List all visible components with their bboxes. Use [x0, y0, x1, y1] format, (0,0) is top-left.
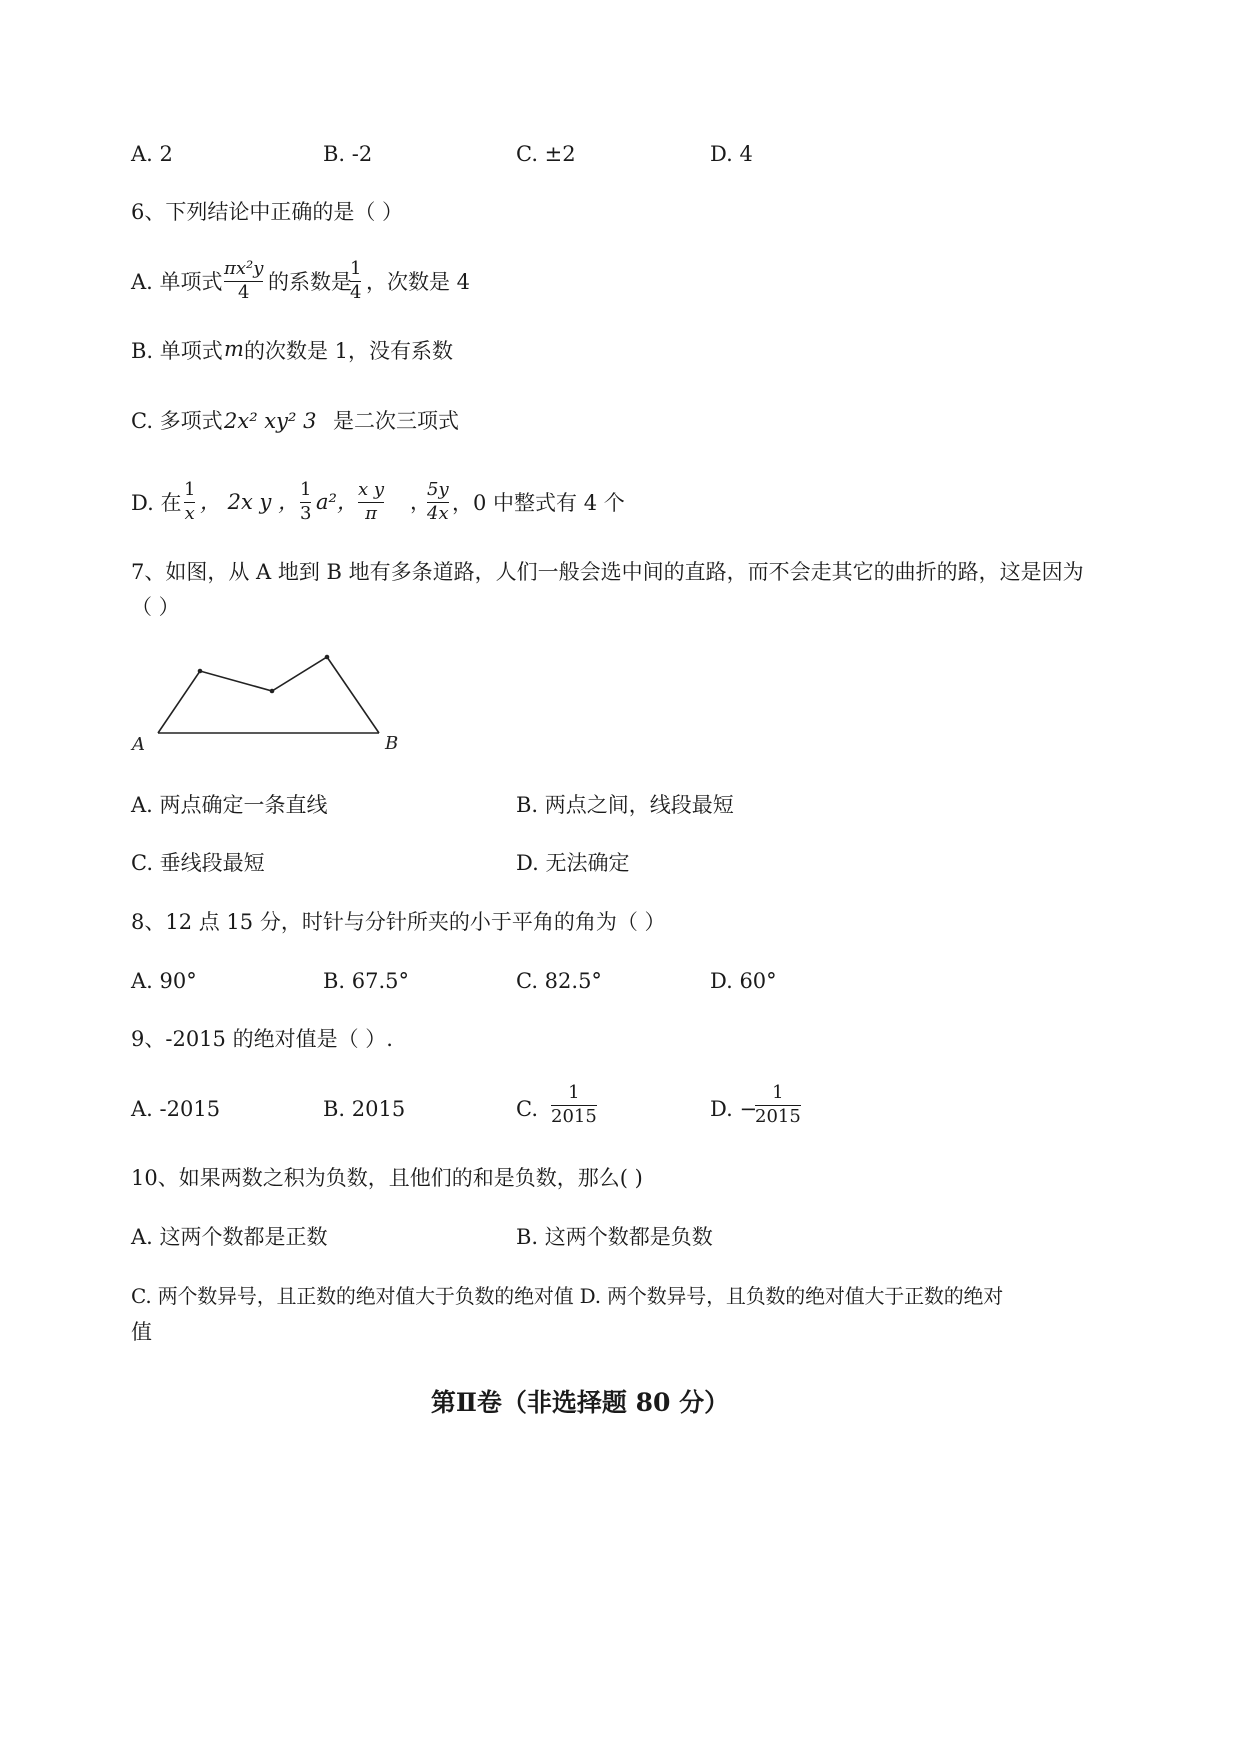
q6-a-monomial-fraction [224, 260, 263, 303]
q6-d-f3-num: 1 [300, 479, 312, 500]
q6-a-coef-num: 1 [350, 258, 362, 279]
q10-option-a: A. 这两个数都是正数 [131, 1225, 328, 1249]
q8-stem: 8、12 点 15 分，时针与分针所夹的小于平角的角为（ ） [131, 910, 666, 934]
q9-c-num: 1 [568, 1082, 580, 1103]
q5-option-c: C. ±2 [516, 142, 576, 166]
section-title: 第Ⅱ卷（非选择题 80 分） [430, 1388, 730, 1417]
q8-option-c: C. 82.5° [516, 969, 602, 993]
q6-c-suffix: 是二次三项式 [333, 409, 459, 433]
q9-d-fraction [755, 1084, 801, 1127]
q7-option-c: C. 垂线段最短 [131, 851, 265, 875]
q5-option-d: D. 4 [710, 142, 753, 166]
q6-d-f3-den: 3 [300, 502, 312, 524]
q9-d-prefix: D. − [710, 1097, 758, 1121]
q5-option-a: A. 2 [131, 142, 173, 166]
q5-option-b: B. -2 [323, 142, 373, 166]
q6-d-fraction-4 [358, 481, 384, 524]
q6-b-suffix: 的次数是 1，没有系数 [244, 339, 454, 363]
q7-option-b: B. 两点之间，线段最短 [516, 793, 734, 817]
q9-d-den: 2015 [755, 1105, 801, 1127]
q7-label-a: A [132, 734, 145, 755]
q10-stem: 10、如果两数之积为负数，且他们的和是负数，那么( ) [131, 1166, 643, 1190]
q7-path-diagram [125, 645, 415, 760]
q9-d-num: 1 [772, 1082, 784, 1103]
q6-c-prefix: C. 多项式 [131, 409, 223, 433]
q6-a-suffix: ，次数是 4 [366, 270, 471, 294]
q6-a-coefficient-fraction [350, 260, 361, 303]
q7-vertex-3 [325, 655, 330, 660]
q6-d-f4-num: x y [358, 479, 385, 500]
q9-option-a: A. -2015 [131, 1097, 221, 1121]
q6-a-coef-den: 4 [350, 281, 362, 303]
q8-option-b: B. 67.5° [323, 969, 410, 993]
q6-a-denominator: 4 [237, 281, 250, 303]
q7-option-d: D. 无法确定 [516, 851, 630, 875]
q9-c-den: 2015 [551, 1105, 597, 1127]
q7-option-a: A. 两点确定一条直线 [131, 793, 328, 817]
q6-c-expression: 2x² xy² 3 [224, 409, 317, 433]
q7-stem-line1: 7、如图，从 A 地到 B 地有多条道路，人们一般会选中间的直路，而不会走其它的曲折的路，这是因为 [131, 560, 1084, 584]
q9-c-prefix: C. [516, 1097, 538, 1121]
q9-option-b: B. 2015 [323, 1097, 406, 1121]
q6-d-f1-num: 1 [184, 479, 196, 500]
q6-d-suffix: ，0 中整式有 4 个 [452, 491, 625, 515]
q6-d-comma: ， [410, 490, 431, 514]
q6-b-variable: m [224, 337, 244, 361]
q9-c-fraction [551, 1084, 597, 1127]
q6-d-f1-den: x [184, 502, 195, 524]
q6-b-prefix: B. 单项式 [131, 339, 223, 363]
q7-vertex-2 [270, 689, 275, 694]
q6-d-f5-den: 4x [427, 502, 449, 524]
q7-label-b: B [385, 733, 399, 754]
q6-stem: 6、下列结论中正确的是（ ） [131, 200, 404, 224]
q6-a-mid: 的系数是 [268, 270, 352, 294]
q6-a-numerator: πx²y [224, 258, 264, 279]
q7-winding-path [158, 657, 379, 733]
q6-d-prefix: D. 在 [131, 491, 182, 515]
q6-d-term-2: ， 2x y ， [200, 490, 300, 514]
q6-d-fraction-5 [427, 481, 449, 524]
q8-option-a: A. 90° [131, 969, 197, 993]
q6-d-fraction-1 [184, 481, 195, 524]
q6-d-f4-den: π [365, 502, 377, 524]
q9-stem: 9、-2015 的绝对值是（ ）. [131, 1027, 393, 1051]
q10-options-cd-line2: 值 [131, 1320, 152, 1344]
q6-d-term-3: a²， [316, 490, 358, 514]
q10-option-b: B. 这两个数都是负数 [516, 1225, 713, 1249]
q10-options-cd-line1: C. 两个数异号，且正数的绝对值大于负数的绝对值 D. 两个数异号，且负数的绝对值大于正数的绝对 [131, 1284, 1004, 1308]
q6-d-f5-num: 5y [427, 479, 449, 500]
q6-a-prefix: A. 单项式 [131, 270, 223, 294]
q7-stem-line2: （ ） [131, 595, 180, 619]
q7-vertex-1 [198, 669, 203, 674]
q8-option-d: D. 60° [710, 969, 777, 993]
q6-d-fraction-3 [300, 481, 311, 524]
